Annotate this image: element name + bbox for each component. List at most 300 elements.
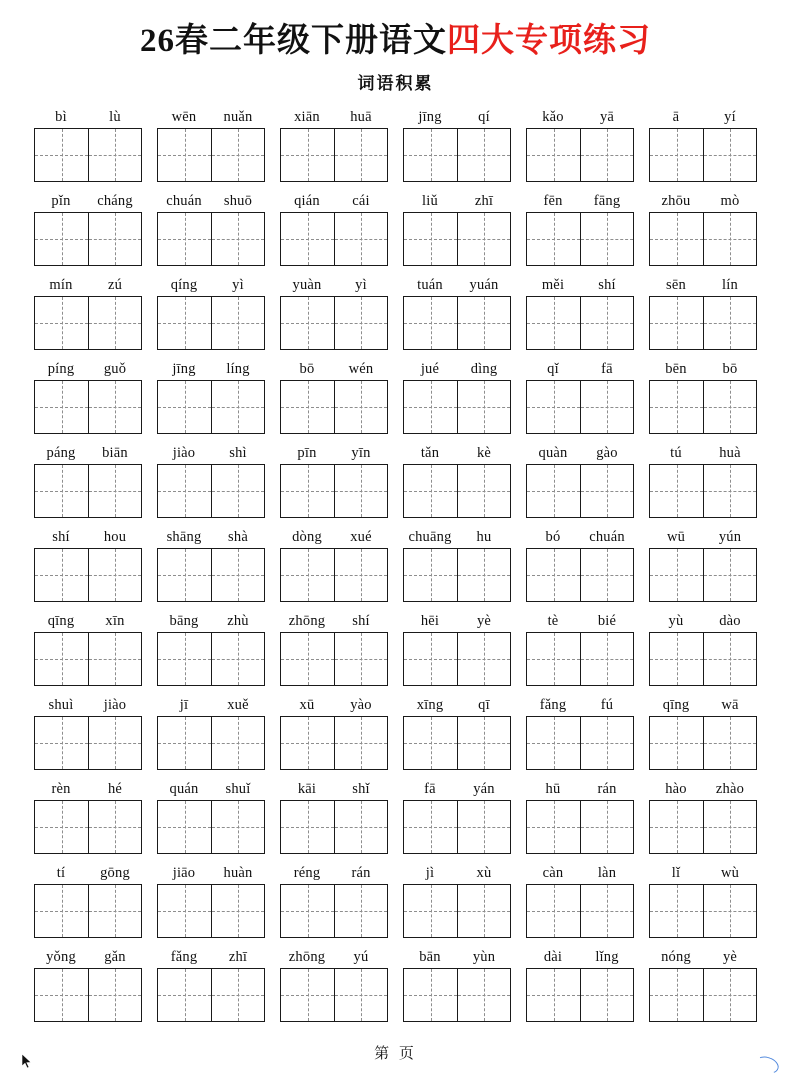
tianzige-box-pair[interactable] xyxy=(280,296,388,350)
tianzige-cell[interactable] xyxy=(527,717,580,769)
pinyin-syllable-2: yì xyxy=(355,277,367,293)
tianzige-box-pair[interactable] xyxy=(649,464,757,518)
word-entry xyxy=(280,526,388,602)
word-entry xyxy=(157,442,265,518)
tianzige-cell[interactable] xyxy=(211,381,264,433)
tianzige-box-pair[interactable] xyxy=(34,296,142,350)
word-entry xyxy=(649,190,757,266)
pinyin-syllable-2: cháng xyxy=(97,193,133,209)
tianzige-box-pair[interactable] xyxy=(403,800,511,854)
tianzige-cell[interactable] xyxy=(158,381,211,433)
tianzige-box-pair[interactable] xyxy=(649,884,757,938)
pinyin-label xyxy=(526,610,634,632)
pinyin-syllable-2: yào xyxy=(350,697,372,713)
tianzige-cell[interactable] xyxy=(211,885,264,937)
pinyin-label xyxy=(157,358,265,380)
tianzige-cell[interactable] xyxy=(211,213,264,265)
tianzige-box-pair[interactable] xyxy=(526,296,634,350)
tianzige-cell[interactable] xyxy=(527,633,580,685)
tianzige-cell[interactable] xyxy=(404,129,457,181)
tianzige-cell[interactable] xyxy=(281,885,334,937)
tianzige-cell[interactable] xyxy=(527,801,580,853)
tianzige-cell[interactable] xyxy=(457,885,510,937)
pinyin-syllable-2: zú xyxy=(107,277,123,293)
tianzige-box-pair[interactable] xyxy=(403,884,511,938)
pinyin-syllable-1: rèn xyxy=(51,781,71,797)
tianzige-box-pair[interactable] xyxy=(526,632,634,686)
tianzige-box-pair[interactable] xyxy=(649,632,757,686)
word-entry xyxy=(403,862,511,938)
tianzige-cell[interactable] xyxy=(211,549,264,601)
tianzige-cell[interactable] xyxy=(158,717,211,769)
pinyin-syllable-1: sēn xyxy=(666,277,686,293)
tianzige-cell[interactable] xyxy=(281,129,334,181)
tianzige-cell[interactable] xyxy=(334,801,387,853)
tianzige-cell[interactable] xyxy=(88,129,141,181)
tianzige-cell[interactable] xyxy=(527,885,580,937)
tianzige-cell[interactable] xyxy=(457,717,510,769)
tianzige-box-pair[interactable] xyxy=(403,968,511,1022)
tianzige-cell[interactable] xyxy=(158,129,211,181)
tianzige-cell[interactable] xyxy=(334,213,387,265)
word-entry xyxy=(403,190,511,266)
word-entry xyxy=(649,442,757,518)
tianzige-cell[interactable] xyxy=(334,465,387,517)
tianzige-cell[interactable] xyxy=(580,969,633,1021)
tianzige-box-pair[interactable] xyxy=(157,716,265,770)
tianzige-box-pair[interactable] xyxy=(403,632,511,686)
tianzige-box-pair[interactable] xyxy=(649,716,757,770)
word-entry xyxy=(649,694,757,770)
word-entry xyxy=(34,274,142,350)
pinyin-label xyxy=(526,190,634,212)
tianzige-cell[interactable] xyxy=(703,465,756,517)
tianzige-cell[interactable] xyxy=(35,297,88,349)
tianzige-cell[interactable] xyxy=(35,381,88,433)
word-entry xyxy=(649,946,757,1022)
tianzige-cell[interactable] xyxy=(703,885,756,937)
tianzige-cell[interactable] xyxy=(404,381,457,433)
tianzige-box-pair[interactable] xyxy=(526,800,634,854)
tianzige-cell[interactable] xyxy=(211,801,264,853)
pinyin-syllable-1: pǐn xyxy=(51,193,71,209)
tianzige-box-pair[interactable] xyxy=(526,464,634,518)
tianzige-box-pair[interactable] xyxy=(526,716,634,770)
pinyin-syllable-2: gōng xyxy=(100,865,130,881)
pinyin-label xyxy=(34,694,142,716)
tianzige-box-pair[interactable] xyxy=(526,212,634,266)
tianzige-cell[interactable] xyxy=(158,885,211,937)
tianzige-box-pair[interactable] xyxy=(34,716,142,770)
pinyin-label xyxy=(34,610,142,632)
pinyin-label xyxy=(403,862,511,884)
tianzige-cell[interactable] xyxy=(404,717,457,769)
tianzige-cell[interactable] xyxy=(404,633,457,685)
tianzige-cell[interactable] xyxy=(457,465,510,517)
tianzige-box-pair[interactable] xyxy=(280,716,388,770)
pinyin-syllable-2: dìng xyxy=(470,361,498,377)
tianzige-box-pair[interactable] xyxy=(34,128,142,182)
word-entry xyxy=(157,862,265,938)
word-entry xyxy=(403,526,511,602)
tianzige-cell[interactable] xyxy=(457,297,510,349)
worksheet-row xyxy=(34,106,757,182)
pinyin-label xyxy=(526,778,634,800)
tianzige-cell[interactable] xyxy=(334,129,387,181)
tianzige-cell[interactable] xyxy=(650,297,703,349)
pinyin-label xyxy=(403,946,511,968)
pinyin-label xyxy=(34,106,142,128)
tianzige-cell[interactable] xyxy=(281,381,334,433)
pinyin-syllable-2: chuán xyxy=(589,529,625,545)
word-entry xyxy=(403,358,511,434)
tianzige-cell[interactable] xyxy=(211,465,264,517)
tianzige-box-pair[interactable] xyxy=(34,464,142,518)
tianzige-cell[interactable] xyxy=(211,297,264,349)
tianzige-cell[interactable] xyxy=(35,633,88,685)
tianzige-cell[interactable] xyxy=(580,801,633,853)
tianzige-cell[interactable] xyxy=(404,465,457,517)
tianzige-box-pair[interactable] xyxy=(34,212,142,266)
tianzige-cell[interactable] xyxy=(650,213,703,265)
tianzige-cell[interactable] xyxy=(580,549,633,601)
page-subtitle: 词语积累 xyxy=(357,74,434,93)
tianzige-cell[interactable] xyxy=(334,885,387,937)
tianzige-cell[interactable] xyxy=(580,129,633,181)
pinyin-syllable-2: xuě xyxy=(227,697,249,713)
pinyin-syllable-2: yán xyxy=(473,781,495,797)
pinyin-syllable-2: huà xyxy=(719,445,741,461)
tianzige-cell[interactable] xyxy=(650,129,703,181)
pinyin-syllable-1: fēn xyxy=(543,193,563,209)
tianzige-cell[interactable] xyxy=(334,633,387,685)
tianzige-box-pair[interactable] xyxy=(280,968,388,1022)
pinyin-syllable-1: xū xyxy=(299,697,315,713)
tianzige-cell[interactable] xyxy=(281,549,334,601)
pinyin-syllable-2: làn xyxy=(597,865,617,881)
pinyin-syllable-2: lǐng xyxy=(595,949,619,965)
tianzige-cell[interactable] xyxy=(580,885,633,937)
pinyin-label xyxy=(157,274,265,296)
tianzige-cell[interactable] xyxy=(580,213,633,265)
tianzige-cell[interactable] xyxy=(650,381,703,433)
tianzige-box-pair[interactable] xyxy=(649,548,757,602)
pinyin-syllable-2: yí xyxy=(724,109,736,125)
tianzige-cell[interactable] xyxy=(703,297,756,349)
pinyin-syllable-1: qīng xyxy=(662,697,690,713)
tianzige-cell[interactable] xyxy=(703,213,756,265)
page-title xyxy=(0,14,791,61)
word-entry xyxy=(157,274,265,350)
pinyin-syllable-2: fāng xyxy=(593,193,621,209)
tianzige-box-pair[interactable] xyxy=(34,884,142,938)
tianzige-cell[interactable] xyxy=(158,297,211,349)
tianzige-box-pair[interactable] xyxy=(34,380,142,434)
tianzige-cell[interactable] xyxy=(334,297,387,349)
pinyin-label xyxy=(649,274,757,296)
tianzige-cell[interactable] xyxy=(457,633,510,685)
worksheet-row xyxy=(34,778,757,854)
tianzige-cell[interactable] xyxy=(404,885,457,937)
tianzige-cell[interactable] xyxy=(35,969,88,1021)
tianzige-cell[interactable] xyxy=(580,297,633,349)
pinyin-label xyxy=(526,526,634,548)
pinyin-syllable-1: bāng xyxy=(169,613,199,629)
tianzige-cell[interactable] xyxy=(88,381,141,433)
tianzige-cell[interactable] xyxy=(35,465,88,517)
pinyin-syllable-2: gào xyxy=(596,445,618,461)
tianzige-cell[interactable] xyxy=(404,213,457,265)
tianzige-cell[interactable] xyxy=(158,549,211,601)
pinyin-syllable-2: zhī xyxy=(474,193,494,209)
tianzige-cell[interactable] xyxy=(88,801,141,853)
pinyin-syllable-2: jiào xyxy=(103,697,127,713)
tianzige-box-pair[interactable] xyxy=(403,212,511,266)
tianzige-box-pair[interactable] xyxy=(280,464,388,518)
pinyin-label xyxy=(403,358,511,380)
pinyin-syllable-1: kǎo xyxy=(542,109,564,125)
tianzige-cell[interactable] xyxy=(88,297,141,349)
tianzige-cell[interactable] xyxy=(281,213,334,265)
pinyin-syllable-2: wā xyxy=(721,697,739,713)
word-entry xyxy=(526,694,634,770)
word-entry xyxy=(403,610,511,686)
tianzige-box-pair[interactable] xyxy=(649,380,757,434)
tianzige-cell[interactable] xyxy=(158,465,211,517)
tianzige-box-pair[interactable] xyxy=(403,380,511,434)
tianzige-cell[interactable] xyxy=(281,717,334,769)
tianzige-cell[interactable] xyxy=(334,549,387,601)
tianzige-cell[interactable] xyxy=(457,381,510,433)
pinyin-syllable-2: zhù xyxy=(227,613,249,629)
tianzige-box-pair[interactable] xyxy=(157,548,265,602)
pinyin-syllable-1: wēn xyxy=(171,109,197,125)
tianzige-box-pair[interactable] xyxy=(280,632,388,686)
tianzige-cell[interactable] xyxy=(281,969,334,1021)
tianzige-box-pair[interactable] xyxy=(526,884,634,938)
tianzige-cell[interactable] xyxy=(88,885,141,937)
tianzige-cell[interactable] xyxy=(650,717,703,769)
tianzige-cell[interactable] xyxy=(404,549,457,601)
tianzige-cell[interactable] xyxy=(88,633,141,685)
tianzige-cell[interactable] xyxy=(211,969,264,1021)
tianzige-cell[interactable] xyxy=(35,717,88,769)
tianzige-box-pair[interactable] xyxy=(403,128,511,182)
pinyin-label xyxy=(403,442,511,464)
pinyin-syllable-1: bó xyxy=(545,529,561,545)
tianzige-box-pair[interactable] xyxy=(280,548,388,602)
tianzige-cell[interactable] xyxy=(650,801,703,853)
tianzige-cell[interactable] xyxy=(88,717,141,769)
pinyin-syllable-2: yè xyxy=(722,949,738,965)
tianzige-box-pair[interactable] xyxy=(157,632,265,686)
tianzige-cell[interactable] xyxy=(211,129,264,181)
tianzige-cell[interactable] xyxy=(527,465,580,517)
tianzige-cell[interactable] xyxy=(457,129,510,181)
tianzige-cell[interactable] xyxy=(404,297,457,349)
tianzige-box-pair[interactable] xyxy=(526,968,634,1022)
word-entry xyxy=(157,778,265,854)
tianzige-cell[interactable] xyxy=(158,213,211,265)
tianzige-box-pair[interactable] xyxy=(157,212,265,266)
pinyin-syllable-2: bié xyxy=(597,613,617,629)
pinyin-syllable-1: bēn xyxy=(665,361,687,377)
tianzige-cell[interactable] xyxy=(527,549,580,601)
tianzige-cell[interactable] xyxy=(580,633,633,685)
page-title-red: 四大专项练习 xyxy=(447,23,651,59)
tianzige-cell[interactable] xyxy=(527,969,580,1021)
tianzige-box-pair[interactable] xyxy=(157,380,265,434)
pinyin-syllable-1: jué xyxy=(420,361,440,377)
tianzige-box-pair[interactable] xyxy=(157,800,265,854)
word-entry xyxy=(526,610,634,686)
word-entry xyxy=(526,190,634,266)
pinyin-syllable-1: měi xyxy=(541,277,565,293)
tianzige-box-pair[interactable] xyxy=(34,548,142,602)
pinyin-syllable-2: huā xyxy=(350,109,372,125)
tianzige-cell[interactable] xyxy=(281,465,334,517)
tianzige-cell[interactable] xyxy=(35,129,88,181)
tianzige-cell[interactable] xyxy=(281,633,334,685)
tianzige-cell[interactable] xyxy=(88,465,141,517)
tianzige-cell[interactable] xyxy=(650,549,703,601)
tianzige-cell[interactable] xyxy=(457,549,510,601)
tianzige-box-pair[interactable] xyxy=(649,128,757,182)
tianzige-box-pair[interactable] xyxy=(157,128,265,182)
tianzige-cell[interactable] xyxy=(527,297,580,349)
tianzige-cell[interactable] xyxy=(334,969,387,1021)
tianzige-cell[interactable] xyxy=(334,717,387,769)
tianzige-cell[interactable] xyxy=(703,381,756,433)
tianzige-cell[interactable] xyxy=(650,969,703,1021)
tianzige-cell[interactable] xyxy=(650,633,703,685)
tianzige-cell[interactable] xyxy=(527,213,580,265)
tianzige-box-pair[interactable] xyxy=(403,716,511,770)
tianzige-cell[interactable] xyxy=(35,549,88,601)
tianzige-cell[interactable] xyxy=(457,801,510,853)
tianzige-cell[interactable] xyxy=(35,801,88,853)
pinyin-syllable-1: chuán xyxy=(166,193,202,209)
pinyin-label xyxy=(526,862,634,884)
tianzige-box-pair[interactable] xyxy=(280,212,388,266)
tianzige-box-pair[interactable] xyxy=(34,800,142,854)
tianzige-box-pair[interactable] xyxy=(34,632,142,686)
pinyin-syllable-2: rán xyxy=(597,781,617,797)
tianzige-cell[interactable] xyxy=(35,213,88,265)
tianzige-cell[interactable] xyxy=(211,633,264,685)
tianzige-cell[interactable] xyxy=(650,885,703,937)
tianzige-cell[interactable] xyxy=(404,969,457,1021)
tianzige-box-pair[interactable] xyxy=(649,212,757,266)
tianzige-cell[interactable] xyxy=(158,969,211,1021)
tianzige-box-pair[interactable] xyxy=(403,296,511,350)
tianzige-cell[interactable] xyxy=(281,801,334,853)
tianzige-cell[interactable] xyxy=(88,213,141,265)
pinyin-syllable-1: réng xyxy=(293,865,321,881)
word-entry xyxy=(526,778,634,854)
pinyin-syllable-2: shí xyxy=(598,277,616,293)
tianzige-cell[interactable] xyxy=(158,801,211,853)
word-entry xyxy=(526,358,634,434)
tianzige-cell[interactable] xyxy=(457,969,510,1021)
pinyin-syllable-1: jī xyxy=(179,697,189,713)
tianzige-box-pair[interactable] xyxy=(280,884,388,938)
tianzige-cell[interactable] xyxy=(703,969,756,1021)
pinyin-label xyxy=(34,442,142,464)
tianzige-box-pair[interactable] xyxy=(649,296,757,350)
tianzige-cell[interactable] xyxy=(703,633,756,685)
tianzige-box-pair[interactable] xyxy=(34,968,142,1022)
tianzige-cell[interactable] xyxy=(580,465,633,517)
tianzige-box-pair[interactable] xyxy=(403,464,511,518)
pinyin-syllable-1: xiān xyxy=(294,109,320,125)
pinyin-syllable-2: wù xyxy=(720,865,740,881)
tianzige-box-pair[interactable] xyxy=(526,128,634,182)
pinyin-label xyxy=(649,190,757,212)
tianzige-box-pair[interactable] xyxy=(649,800,757,854)
word-entry xyxy=(34,946,142,1022)
tianzige-cell[interactable] xyxy=(457,213,510,265)
pinyin-syllable-1: bō xyxy=(299,361,315,377)
tianzige-cell[interactable] xyxy=(650,465,703,517)
tianzige-box-pair[interactable] xyxy=(157,968,265,1022)
pinyin-label xyxy=(649,778,757,800)
tianzige-cell[interactable] xyxy=(703,549,756,601)
tianzige-box-pair[interactable] xyxy=(157,884,265,938)
tianzige-cell[interactable] xyxy=(334,381,387,433)
tianzige-cell[interactable] xyxy=(703,801,756,853)
pinyin-label xyxy=(280,694,388,716)
tianzige-box-pair[interactable] xyxy=(157,464,265,518)
tianzige-box-pair[interactable] xyxy=(526,548,634,602)
tianzige-cell[interactable] xyxy=(527,129,580,181)
pinyin-syllable-1: dài xyxy=(543,949,563,965)
pinyin-label xyxy=(280,106,388,128)
tianzige-cell[interactable] xyxy=(404,801,457,853)
tianzige-cell[interactable] xyxy=(281,297,334,349)
tianzige-cell[interactable] xyxy=(158,633,211,685)
tianzige-box-pair[interactable] xyxy=(280,380,388,434)
tianzige-box-pair[interactable] xyxy=(649,968,757,1022)
word-entry xyxy=(34,526,142,602)
pinyin-syllable-2: kè xyxy=(476,445,492,461)
pinyin-syllable-2: lù xyxy=(109,109,121,125)
tianzige-cell[interactable] xyxy=(527,381,580,433)
tianzige-box-pair[interactable] xyxy=(403,548,511,602)
tianzige-cell[interactable] xyxy=(703,717,756,769)
pinyin-label xyxy=(403,274,511,296)
pinyin-label xyxy=(157,442,265,464)
pinyin-label xyxy=(526,106,634,128)
tianzige-cell[interactable] xyxy=(88,549,141,601)
tianzige-cell[interactable] xyxy=(35,885,88,937)
tianzige-box-pair[interactable] xyxy=(280,128,388,182)
word-entry xyxy=(157,694,265,770)
tianzige-cell[interactable] xyxy=(88,969,141,1021)
pinyin-syllable-2: yú xyxy=(353,949,369,965)
tianzige-cell[interactable] xyxy=(703,129,756,181)
pinyin-label xyxy=(403,694,511,716)
tianzige-box-pair[interactable] xyxy=(526,380,634,434)
pinyin-syllable-2: qī xyxy=(478,697,490,713)
tianzige-box-pair[interactable] xyxy=(280,800,388,854)
word-entry xyxy=(157,610,265,686)
tianzige-cell[interactable] xyxy=(580,381,633,433)
tianzige-box-pair[interactable] xyxy=(157,296,265,350)
tianzige-cell[interactable] xyxy=(580,717,633,769)
word-entry xyxy=(34,862,142,938)
tianzige-cell[interactable] xyxy=(211,717,264,769)
